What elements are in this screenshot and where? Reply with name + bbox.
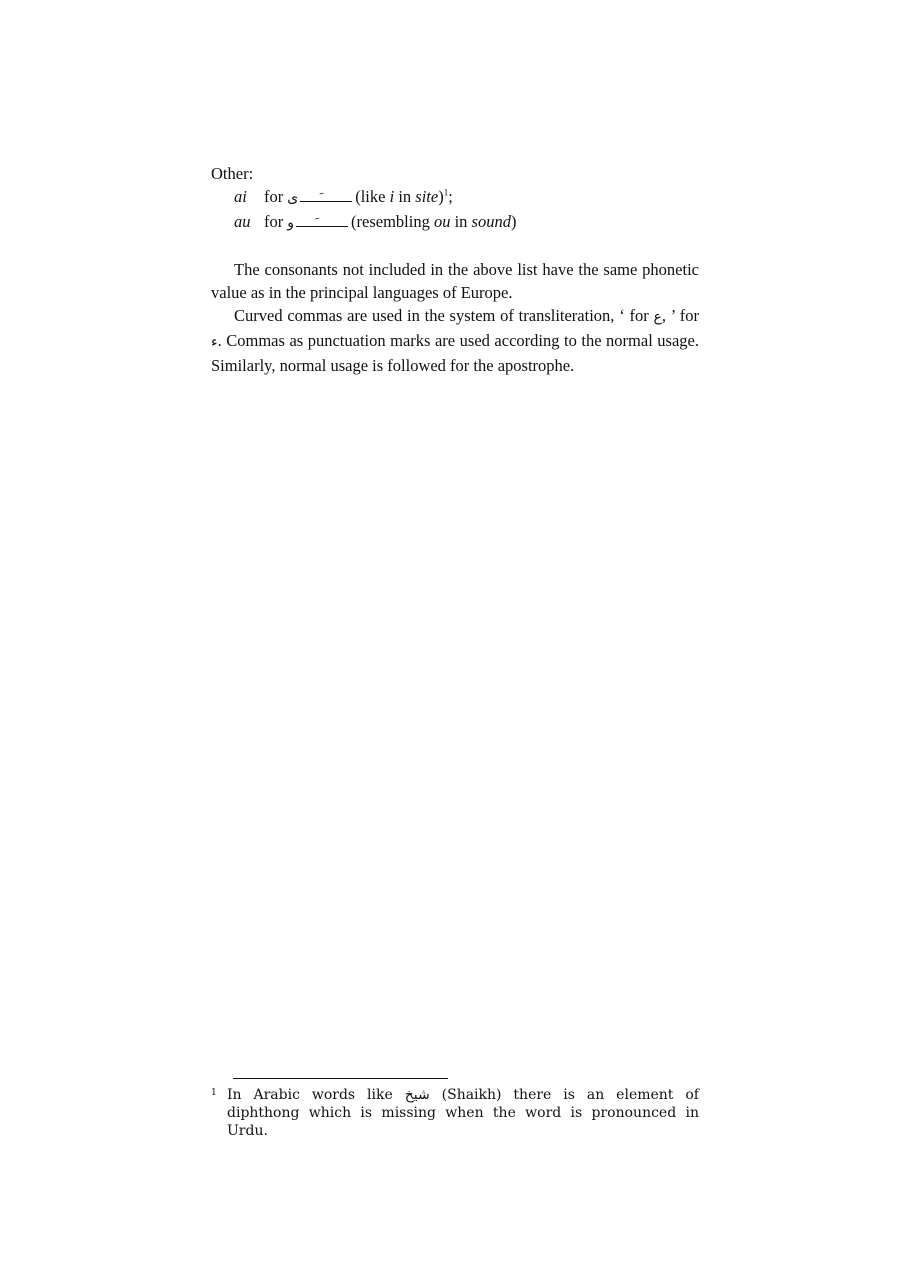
paragraph-consonants: The consonants not included in the above list have the same phonetic value as in the principal languages of Europe. (211, 260, 699, 302)
para-text: Curved commas are used in the system of transliteration, ‘ for (234, 306, 654, 325)
desc-text: ; (448, 187, 453, 206)
desc-text: in (394, 187, 416, 206)
footnote-number: 1 (211, 1088, 217, 1098)
footnote-text-part: In Arabic words like (227, 1087, 405, 1103)
letter-placeholder-line (300, 201, 352, 202)
section-heading: Other: (211, 164, 254, 183)
desc-text: ) (510, 212, 517, 231)
paragraph-gap (211, 235, 699, 258)
for-word: for (264, 187, 284, 206)
arabic-letter: ی (287, 190, 299, 206)
footnote-text (227, 1086, 699, 1140)
desc-emphasis: site (415, 187, 439, 206)
translit-key: au (234, 212, 251, 231)
footnote (211, 1086, 699, 1140)
diphthong-row-ai (211, 185, 699, 210)
description (355, 185, 453, 208)
desc-emphasis: i (389, 187, 395, 206)
desc-text: ) (438, 187, 444, 206)
main-text (211, 162, 699, 377)
footnote-ref[interactable]: 1 (443, 187, 449, 198)
footnote-divider (233, 1078, 448, 1079)
desc-emphasis: ou (433, 212, 451, 231)
arabic-letter: و (287, 215, 295, 231)
desc-text: (like (355, 187, 390, 206)
translit-key: ai (234, 187, 247, 206)
paragraph-commas (211, 304, 699, 377)
diphthong-row-au (211, 210, 699, 235)
desc-emphasis: sound (471, 212, 511, 231)
para-text: , ’ for (661, 306, 699, 325)
para-text: . Commas as punctuation marks are used according to the normal usage. Similarly, normal usage is followed for the apostrophe. (211, 331, 699, 375)
for-word: for (264, 212, 284, 231)
footnote-text-part: (Shaikh) there is an element of diphthong which is missing when the word is pronounced in Urdu. (227, 1087, 699, 1139)
description (351, 210, 516, 233)
arabic-word: شيخ (404, 1087, 430, 1103)
desc-text: (resembling (351, 212, 434, 231)
desc-text: in (450, 212, 472, 231)
arabic-hamza: ء (211, 334, 218, 350)
arabic-ain: ع (653, 309, 662, 325)
letter-placeholder-line (296, 226, 348, 227)
